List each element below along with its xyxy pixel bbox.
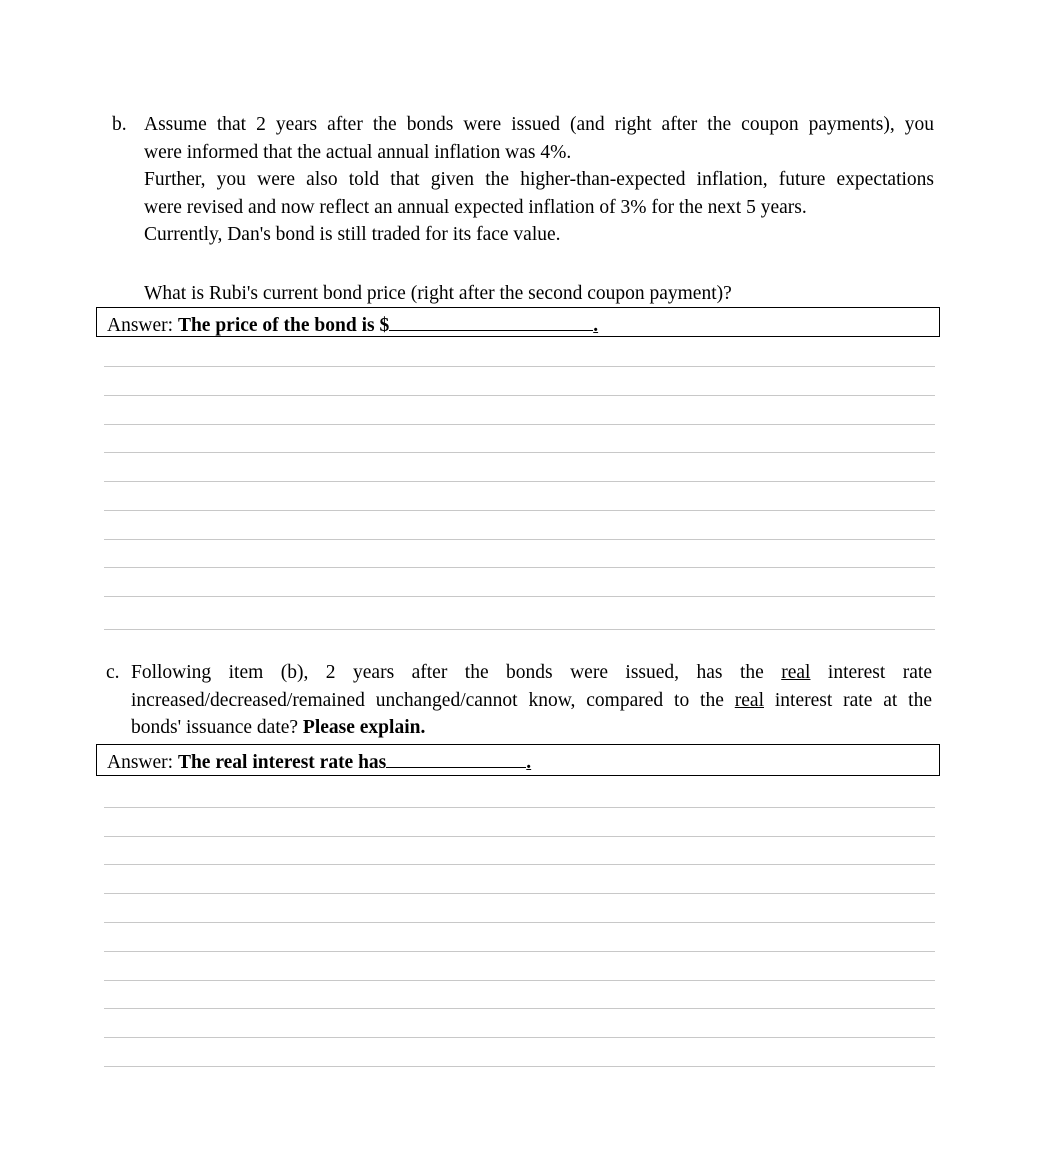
- writing-line[interactable]: [104, 452, 935, 453]
- question-c-line-1-b: interest rate: [810, 662, 932, 683]
- writing-line[interactable]: [104, 366, 935, 367]
- question-c-body: [131, 659, 932, 742]
- question-c-line-2: [131, 687, 932, 715]
- question-c-line-1-real: real: [781, 662, 811, 683]
- writing-line[interactable]: [104, 539, 935, 540]
- answer-c-text: [107, 748, 531, 774]
- answer-b-end: .: [593, 315, 599, 336]
- writing-line[interactable]: [104, 1037, 935, 1038]
- answer-box-b[interactable]: [96, 307, 940, 337]
- writing-line[interactable]: [104, 836, 935, 837]
- answer-b-bold: The price of the bond is $: [177, 315, 390, 336]
- writing-line[interactable]: [104, 893, 935, 894]
- answer-c-bold: The real interest rate has: [177, 752, 387, 773]
- question-b-line-3: Further, you were also told that given the higher-than-expected inflation, future expectations: [144, 169, 934, 190]
- question-b-label: b.: [112, 114, 127, 135]
- question-b-line-1: Assume that 2 years after the bonds were issued (and right after the coupon payments), you: [144, 114, 934, 135]
- writing-line[interactable]: [104, 629, 935, 630]
- writing-line[interactable]: [104, 1008, 935, 1009]
- question-c-line-2-a: increased/decreased/remained unchanged/cannot know, compared to the: [131, 689, 735, 711]
- writing-line[interactable]: [104, 395, 935, 396]
- answer-b-blank[interactable]: [389, 311, 593, 331]
- answer-c-blank[interactable]: [386, 748, 526, 768]
- writing-line[interactable]: [104, 922, 935, 923]
- writing-line[interactable]: [104, 596, 935, 597]
- question-c-label: c.: [106, 662, 120, 683]
- question-c-line-2-b: interest rate at the: [764, 689, 932, 711]
- question-b-line-5: Currently, Dan's bond is still traded for its face value.: [144, 224, 561, 245]
- question-c-line-1-a: Following item (b), 2 years after the bonds were issued, has the: [131, 662, 782, 683]
- answer-b-label: Answer:: [107, 315, 178, 336]
- question-b-line-4: were revised and now reflect an annual expected inflation of 3% for the next 5 years.: [144, 196, 807, 218]
- writing-line[interactable]: [104, 424, 935, 425]
- writing-line[interactable]: [104, 1066, 935, 1067]
- answer-b-text: [107, 311, 598, 337]
- question-b-line-2: were informed that the actual annual inflation was 4%.: [144, 141, 572, 163]
- question-c-please-explain: Please explain.: [302, 717, 426, 738]
- writing-line[interactable]: [104, 951, 935, 952]
- question-c-line-3-a: bonds' issuance date?: [131, 717, 303, 738]
- writing-line[interactable]: [104, 567, 935, 568]
- question-b-prompt: What is Rubi's current bond price (right after the second coupon payment)?: [144, 283, 732, 304]
- writing-line[interactable]: [104, 807, 935, 808]
- writing-line[interactable]: [104, 980, 935, 981]
- question-c-line-3: [131, 714, 932, 742]
- writing-line[interactable]: [104, 864, 935, 865]
- answer-c-label: Answer:: [107, 752, 178, 773]
- writing-line[interactable]: [104, 510, 935, 511]
- question-c-line-1: [131, 659, 932, 687]
- question-b-body: [144, 111, 934, 249]
- answer-c-end: .: [526, 752, 532, 773]
- answer-box-c[interactable]: [96, 744, 940, 776]
- writing-line[interactable]: [104, 481, 935, 482]
- question-c-line-2-real: real: [734, 689, 764, 711]
